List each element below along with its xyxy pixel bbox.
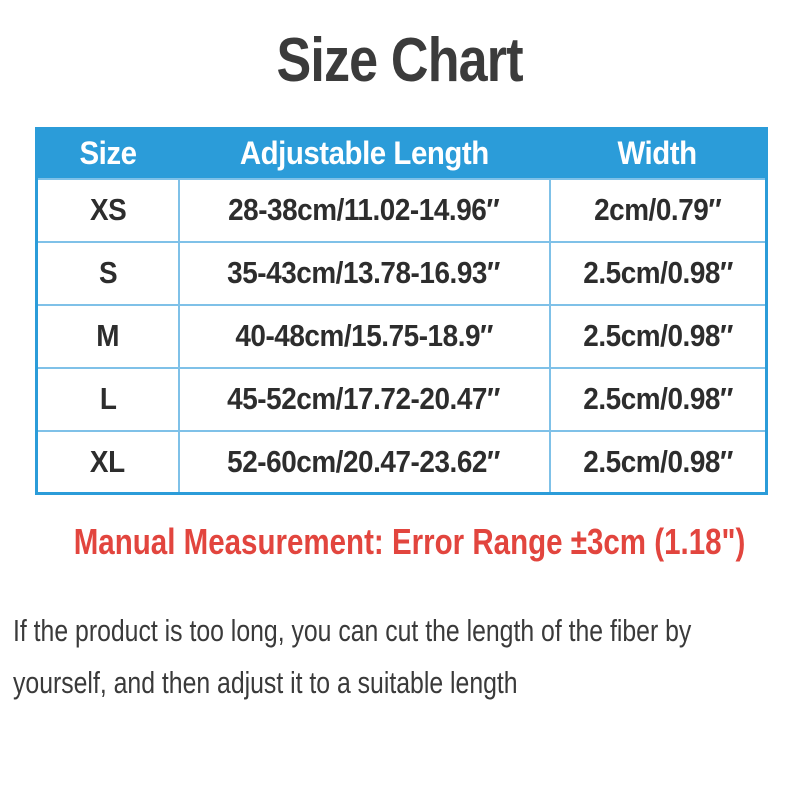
size-value: M <box>96 318 120 353</box>
length-cell <box>179 368 550 431</box>
column-header-size-label: Size <box>79 135 137 172</box>
length-value: 28-38cm/11.02-14.96″ <box>228 192 500 227</box>
width-value: 2.5cm/0.98″ <box>582 255 733 290</box>
width-cell <box>550 305 767 368</box>
instruction-line-1-text: If the product is too long, you can cut the length of the fiber by <box>13 613 692 648</box>
width-cell <box>550 242 767 305</box>
width-cell <box>550 179 767 242</box>
size-cell <box>37 305 179 368</box>
page-title-text: Size Chart <box>276 26 524 95</box>
column-header-width <box>550 129 767 179</box>
size-cell <box>37 179 179 242</box>
error-range-note-text: Manual Measurement: Error Range ±3cm (1.18") <box>73 521 746 562</box>
error-range-note <box>0 521 800 563</box>
width-value: 2.5cm/0.98″ <box>582 381 733 416</box>
size-chart-page <box>0 26 800 709</box>
width-value: 2.5cm/0.98″ <box>582 318 733 353</box>
header-row <box>37 129 767 179</box>
size-value: XL <box>90 443 126 479</box>
width-value: 2.5cm/0.98″ <box>582 443 733 479</box>
width-value: 2cm/0.79″ <box>594 192 722 227</box>
width-cell <box>550 431 767 494</box>
size-value: L <box>99 381 117 416</box>
page-title <box>0 26 800 96</box>
instruction-line-2-text: yourself, and then adjust it to a suitable length <box>13 665 518 700</box>
length-cell <box>179 305 550 368</box>
length-value: 52-60cm/20.47-23.62″ <box>227 443 501 479</box>
length-cell <box>179 179 550 242</box>
size-cell <box>37 242 179 305</box>
table-row-m <box>37 305 767 368</box>
column-header-width-label: Width <box>617 135 697 172</box>
length-value: 45-52cm/17.72-20.47″ <box>227 381 501 416</box>
size-cell <box>37 431 179 494</box>
instruction-note <box>13 605 800 709</box>
length-value: 35-43cm/13.78-16.93″ <box>227 255 501 290</box>
length-cell <box>179 242 550 305</box>
instruction-line-1 <box>13 605 800 657</box>
instruction-line-2 <box>13 657 800 709</box>
table-row-xl <box>37 431 767 494</box>
length-value: 40-48cm/15.75-18.9″ <box>235 318 493 353</box>
column-header-adjustable-length <box>179 129 550 179</box>
width-cell <box>550 368 767 431</box>
size-chart-table <box>35 127 768 495</box>
column-header-size <box>37 129 179 179</box>
size-cell <box>37 368 179 431</box>
table-row-l <box>37 368 767 431</box>
size-value: XS <box>89 192 126 227</box>
table-row-s <box>37 242 767 305</box>
length-cell <box>179 431 550 494</box>
column-header-adjustable-length-label: Adjustable Length <box>239 135 489 172</box>
size-value: S <box>98 255 117 290</box>
table-row-xs <box>37 179 767 242</box>
